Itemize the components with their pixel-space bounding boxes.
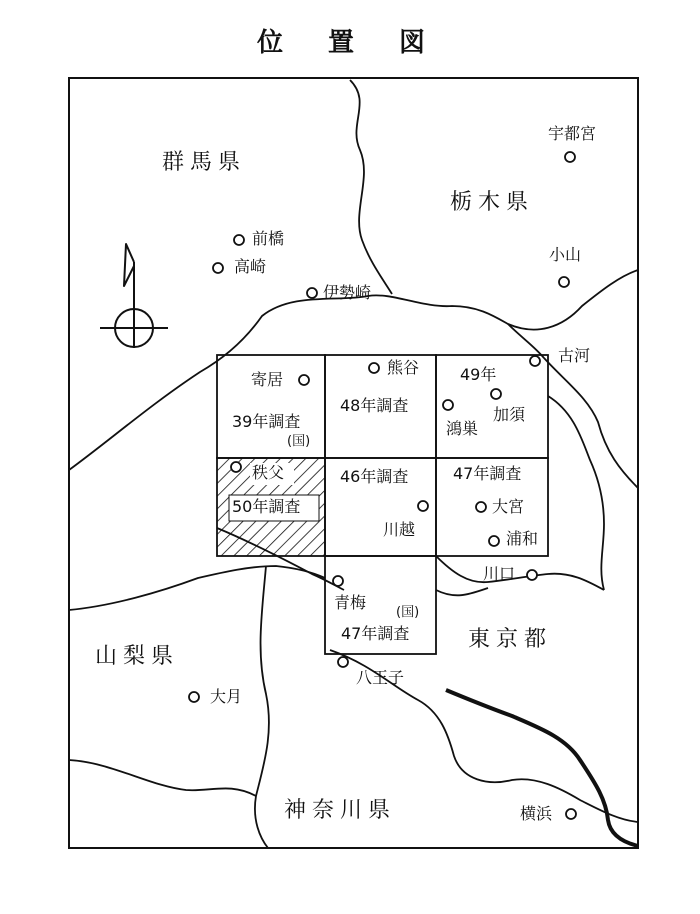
marker-hachioji [338,657,348,667]
survey-note-ome: (国) [396,605,420,620]
marker-konosu [443,400,453,410]
prefecture-gunma: 群馬県 [162,150,247,175]
survey-label-48: 48年調査 [340,396,409,415]
city-kazo: 加須 [493,405,526,424]
marker-chichibu [231,462,241,472]
marker-yokohama [566,809,576,819]
city-oyama: 小山 [549,245,582,264]
marker-kawaguchi [527,570,537,580]
marker-kawagoe [418,501,428,511]
survey-label-39: 39年調査 [232,412,301,431]
marker-utsunomiya [565,152,575,162]
marker-ome [333,576,343,586]
city-koga: 古河 [558,346,591,365]
survey-label-47-ome: 47年調査 [341,624,410,643]
city-hachioji: 八王子 [356,668,405,687]
marker-oyama [559,277,569,287]
city-isesaki: 伊勢崎 [323,283,372,302]
marker-kumagaya [369,363,379,373]
city-maebashi: 前橋 [252,229,285,248]
survey-label-46: 46年調査 [340,467,409,486]
marker-maebashi [234,235,244,245]
city-kumagaya: 熊谷 [387,358,420,377]
marker-omiya [476,502,486,512]
marker-koga [530,356,540,366]
city-urawa: 浦和 [506,529,539,548]
marker-kazo [491,389,501,399]
north-arrow-icon [100,244,168,348]
prefecture-kanagawa: 神奈川県 [284,798,397,823]
city-yokohama: 横浜 [520,804,553,823]
prefecture-yamanashi: 山梨県 [95,644,180,669]
prefecture-tokyo: 東京都 [468,627,553,652]
city-otsuki: 大月 [210,687,243,706]
city-takasaki: 高崎 [234,257,267,276]
map-title: 位 置 図 [256,28,444,58]
survey-label-47: 47年調査 [453,464,522,483]
prefecture-tochigi: 栃木県 [450,190,535,215]
marker-takasaki [213,263,223,273]
city-omiya: 大宮 [492,497,525,516]
marker-isesaki [307,288,317,298]
marker-yorii [299,375,309,385]
map-frame [69,78,638,848]
city-kawaguchi: 川口 [483,564,516,583]
survey-note-39: (国) [287,434,311,449]
city-ome: 青梅 [334,593,367,612]
survey-label-50: 50年調査 [232,497,301,516]
city-kawagoe: 川越 [383,520,416,539]
city-yorii: 寄居 [251,370,284,389]
city-chichibu: 秩父 [252,463,285,482]
city-konosu: 鴻巣 [446,419,479,438]
marker-urawa [489,536,499,546]
city-utsunomiya: 宇都宮 [548,124,597,143]
marker-otsuki [189,692,199,702]
survey-label-49: 49年 [460,365,497,384]
